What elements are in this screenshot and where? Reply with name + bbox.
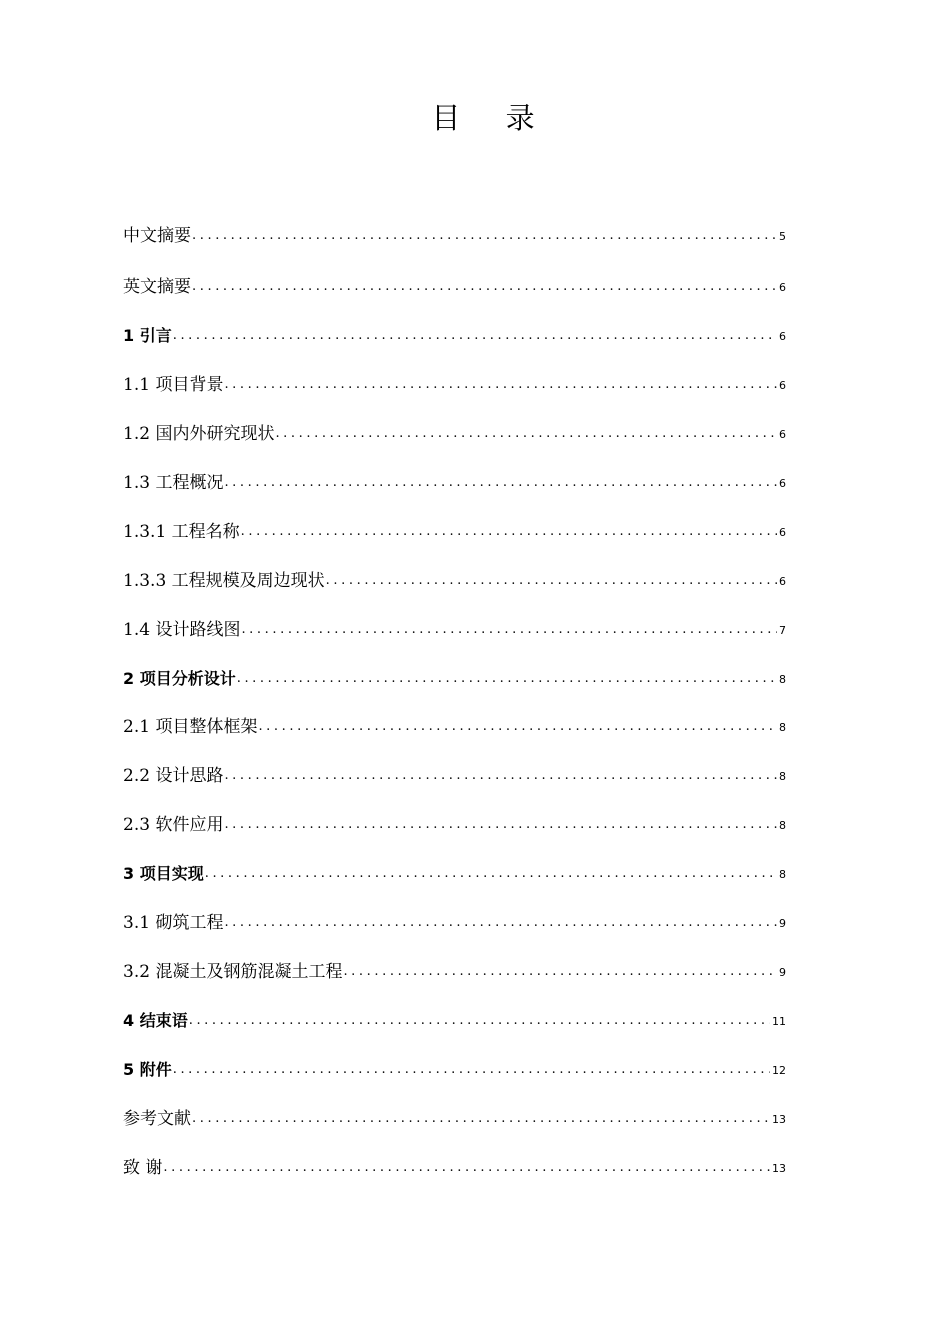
toc-dot-leader [343, 964, 777, 980]
toc-entry-label: 3.1 砌筑工程 [123, 913, 224, 933]
toc-entry-page: 9 [779, 917, 786, 930]
toc-dot-leader [224, 817, 777, 833]
toc-entry[interactable] [123, 416, 786, 444]
toc-entry-page: 6 [779, 281, 786, 294]
toc-entry[interactable] [123, 563, 786, 591]
toc-entry[interactable] [123, 367, 786, 395]
toc-entry-label: 中文摘要 [123, 226, 191, 246]
toc-entry-page: 8 [779, 868, 786, 881]
toc-entry-label: 1.4 设计路线图 [123, 620, 241, 640]
toc-entry-label: 2.2 设计思路 [123, 766, 224, 786]
toc-entry-page: 8 [779, 770, 786, 783]
toc-entry-page: 13 [772, 1113, 786, 1126]
toc-entry-page: 7 [779, 624, 786, 637]
toc-dot-leader [241, 622, 777, 638]
toc-entry[interactable] [123, 905, 786, 933]
toc-dot-leader [192, 1111, 770, 1127]
toc-entry-label: 3 项目实现 [123, 864, 204, 883]
toc-entry-label: 1.3 工程概况 [123, 473, 224, 493]
toc-entry-page: 8 [779, 819, 786, 832]
toc-dot-leader [173, 328, 777, 344]
toc-entry-label: 2.3 软件应用 [123, 815, 224, 835]
toc-entry-label: 英文摘要 [123, 277, 191, 297]
toc-entry[interactable] [123, 514, 786, 542]
toc-entry-label: 4 结束语 [123, 1011, 188, 1030]
toc-entry[interactable] [123, 954, 786, 982]
toc-entry[interactable] [123, 218, 786, 246]
toc-dot-leader [275, 426, 777, 442]
toc-entry[interactable] [123, 1150, 786, 1178]
toc-entry-page: 8 [779, 673, 786, 686]
toc-entry-page: 6 [779, 575, 786, 588]
toc-entry[interactable] [123, 318, 786, 346]
toc-dot-leader [224, 915, 777, 931]
toc-entry-page: 6 [779, 428, 786, 441]
toc-dot-leader [224, 377, 777, 393]
toc-entry-page: 5 [779, 230, 786, 243]
toc-dot-leader [237, 671, 777, 687]
toc-entry-label: 1.1 项目背景 [123, 375, 224, 395]
toc-entry[interactable] [123, 465, 786, 493]
toc-entry[interactable] [123, 1052, 786, 1080]
toc-entry-page: 11 [772, 1015, 786, 1028]
toc-dot-leader [192, 228, 777, 244]
toc-dot-leader [224, 475, 777, 491]
toc-entry-label: 2.1 项目整体框架 [123, 717, 258, 737]
toc-dot-leader [189, 1013, 770, 1029]
toc-entry-page: 6 [779, 330, 786, 343]
toc-entry-page: 9 [779, 966, 786, 979]
toc-entry-page: 6 [779, 379, 786, 392]
toc-entry-label: 3.2 混凝土及钢筋混凝土工程 [123, 962, 343, 982]
toc-entry-label: 1.2 国内外研究现状 [123, 424, 275, 444]
toc-entry-label: 1 引言 [123, 326, 172, 345]
toc-entry-label: 5 附件 [123, 1060, 172, 1079]
toc-entry[interactable] [123, 807, 786, 835]
toc-dot-leader [224, 768, 777, 784]
toc-entry-page: 6 [779, 477, 786, 490]
toc-entry-label: 1.3.3 工程规模及周边现状 [123, 571, 325, 591]
toc-entry[interactable] [123, 758, 786, 786]
toc-dot-leader [173, 1062, 770, 1078]
toc-entry[interactable] [123, 269, 786, 297]
toc-entry[interactable] [123, 612, 786, 640]
toc-entry[interactable] [123, 1003, 786, 1031]
toc-entry-label: 2 项目分析设计 [123, 669, 236, 688]
toc-entry-page: 12 [772, 1064, 786, 1077]
toc-dot-leader [326, 573, 777, 589]
page-title: 目 录 [431, 101, 553, 135]
toc-entry-page: 13 [772, 1162, 786, 1175]
toc-entry-label: 致 谢 [123, 1158, 163, 1178]
toc-entry-page: 6 [779, 526, 786, 539]
toc-dot-leader [192, 279, 777, 295]
toc-dot-leader [163, 1160, 770, 1176]
toc-entry-page: 8 [779, 721, 786, 734]
toc-entry[interactable] [123, 856, 786, 884]
toc-dot-leader [205, 866, 777, 882]
toc-entry-label: 参考文献 [123, 1109, 191, 1129]
toc-entry[interactable] [123, 1101, 786, 1129]
toc-entry-label: 1.3.1 工程名称 [123, 522, 240, 542]
toc-entry[interactable] [123, 661, 786, 689]
toc-dot-leader [241, 524, 777, 540]
toc-dot-leader [258, 719, 777, 735]
toc-entry[interactable] [123, 709, 786, 737]
